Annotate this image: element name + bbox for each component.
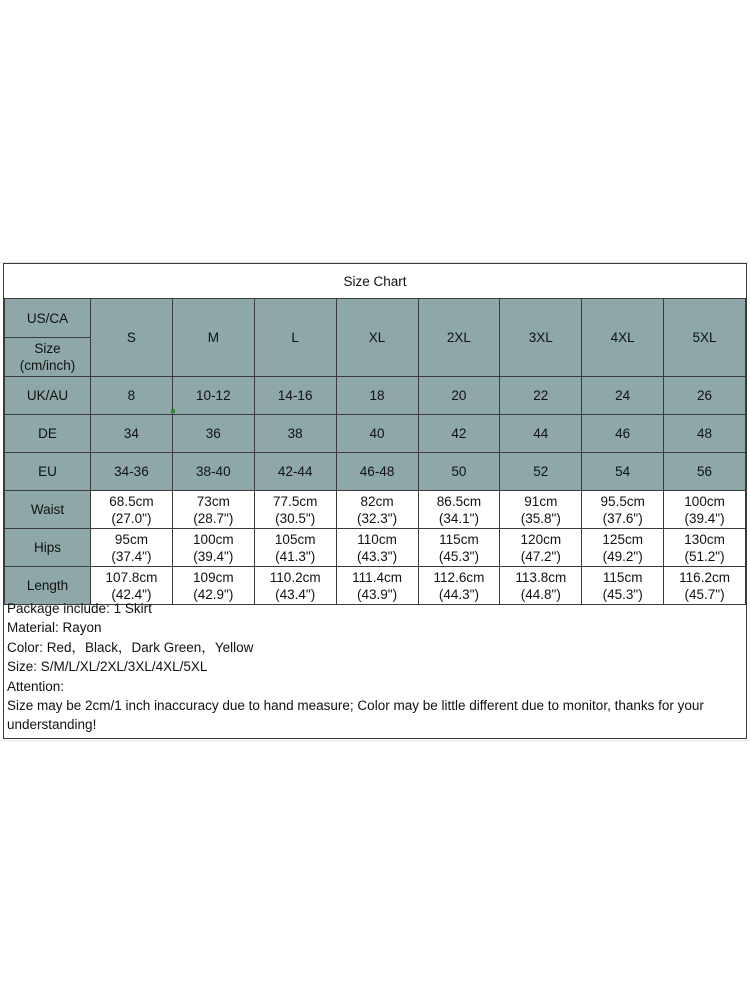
table-cell: 38 — [254, 415, 336, 453]
inch-value: (43.4") — [275, 586, 316, 602]
inch-value: (47.2") — [520, 548, 561, 564]
us-ca-label: US/CA — [5, 299, 91, 338]
table-cell: 42 — [418, 415, 500, 453]
inch-value: (37.4") — [111, 548, 152, 564]
table-cell — [254, 491, 336, 529]
conversion-row-de — [5, 415, 746, 453]
table-cell: 34 — [91, 415, 173, 453]
cm-value: 113.8cm — [515, 569, 567, 585]
row-label: Hips — [5, 529, 91, 567]
size-header-xl: XL — [336, 299, 418, 377]
note-line: Attention: — [7, 678, 65, 694]
row-label: EU — [5, 453, 91, 491]
table-cell: 10-12 — [172, 377, 254, 415]
inch-value: (39.4") — [684, 510, 725, 526]
inch-value: (45.3") — [438, 548, 479, 564]
cm-value: 82cm — [360, 493, 394, 509]
table-cell: 26 — [664, 377, 746, 415]
measurement-row-waist — [5, 491, 746, 529]
inch-value: (37.6") — [602, 510, 643, 526]
table-cell — [336, 491, 418, 529]
cm-value: 77.5cm — [273, 493, 318, 509]
table-cell: 24 — [582, 377, 664, 415]
table-cell — [91, 491, 173, 529]
table-cell — [172, 491, 254, 529]
conversion-row-uk-au — [5, 377, 746, 415]
table-cell — [664, 491, 746, 529]
cm-value: 112.6cm — [433, 569, 485, 585]
cm-value: 100cm — [684, 493, 725, 509]
cm-value: 111.4cm — [352, 569, 402, 585]
cm-value: 110cm — [357, 531, 397, 547]
table-cell: 46-48 — [336, 453, 418, 491]
header-row — [5, 299, 746, 338]
inch-value: (30.5") — [275, 510, 316, 526]
note-line: Package include: 1 Skirt — [7, 601, 152, 616]
cm-value: 107.8cm — [105, 569, 158, 585]
row-label: UK/AU — [5, 377, 91, 415]
inch-value: (42.4") — [111, 586, 152, 602]
table-cell — [500, 529, 582, 567]
inch-value: (51.2") — [684, 548, 725, 564]
table-cell — [418, 491, 500, 529]
cm-value: 95.5cm — [600, 493, 645, 509]
table-cell: 8 — [91, 377, 173, 415]
cm-value: 100cm — [193, 531, 234, 547]
row-label: DE — [5, 415, 91, 453]
cm-value: 109cm — [193, 569, 234, 585]
table-cell — [336, 529, 418, 567]
cm-value: 86.5cm — [436, 493, 482, 509]
cm-value: 115cm — [439, 531, 479, 547]
size-header-s: S — [91, 299, 173, 377]
size-chart-sheet — [3, 263, 747, 739]
table-cell: 20 — [418, 377, 500, 415]
table-cell — [91, 529, 173, 567]
table-cell — [582, 491, 664, 529]
cell-comment-marker — [171, 409, 175, 413]
inch-value: (49.2") — [602, 548, 643, 564]
inch-value: (45.3") — [602, 586, 643, 602]
size-header-2xl: 2XL — [418, 299, 500, 377]
inch-value: (34.1") — [438, 510, 479, 526]
cm-value: 91cm — [524, 493, 558, 509]
inch-value: (27.0") — [111, 510, 152, 526]
inch-value: (45.7") — [684, 586, 725, 602]
note-line: Size: S/M/L/XL/2XL/3XL/4XL/5XL — [7, 659, 208, 675]
inch-value: (44.8") — [520, 586, 561, 602]
table-cell: 46 — [582, 415, 664, 453]
size-header-l: L — [254, 299, 336, 377]
note-line: Material: Rayon — [7, 620, 102, 636]
table-cell — [418, 529, 500, 567]
inch-value: (35.8") — [520, 510, 561, 526]
table-cell: 34-36 — [91, 453, 173, 491]
table-cell: 40 — [336, 415, 418, 453]
size-unit-label: Size (cm/inch) — [5, 338, 91, 377]
measurement-row-hips — [5, 529, 746, 567]
size-header-3xl: 3XL — [500, 299, 582, 377]
table-cell: 56 — [664, 453, 746, 491]
cm-value: 120cm — [520, 531, 562, 547]
cm-value: 68.5cm — [109, 493, 154, 509]
table-cell — [500, 491, 582, 529]
conversion-row-eu — [5, 453, 746, 491]
cm-value: 73cm — [196, 493, 230, 509]
table-cell: 22 — [500, 377, 582, 415]
table-cell — [582, 529, 664, 567]
inch-value: (42.9") — [193, 586, 234, 602]
inch-value: (32.3") — [357, 510, 398, 526]
table-cell — [254, 529, 336, 567]
table-cell: 38-40 — [172, 453, 254, 491]
table-cell: 54 — [582, 453, 664, 491]
cm-value: 125cm — [602, 531, 643, 547]
table-cell: 52 — [500, 453, 582, 491]
table-cell — [664, 529, 746, 567]
cm-value: 105cm — [274, 531, 316, 547]
size-chart-title: Size Chart — [4, 264, 746, 299]
cm-value: 115cm — [602, 569, 643, 585]
note-line: Color: Red，Black，Dark Green，Yellow — [7, 639, 254, 655]
inch-value: (41.3") — [275, 548, 316, 564]
inch-value: (43.9") — [357, 586, 398, 602]
cm-value: 116.2cm — [679, 569, 730, 585]
cm-value: 130cm — [684, 531, 725, 547]
table-cell: 36 — [172, 415, 254, 453]
sheet-gridline — [0, 740, 750, 741]
row-label: Waist — [5, 491, 91, 529]
product-notes — [4, 599, 746, 735]
note-line: Size may be 2cm/1 inch inaccuracy due to hand measure; Color may be little different due to monitor, thanks for your understanding! — [7, 698, 704, 733]
table-cell: 44 — [500, 415, 582, 453]
table-cell: 42-44 — [254, 453, 336, 491]
inch-value: (43.3") — [357, 548, 398, 564]
inch-value: (28.7") — [193, 510, 234, 526]
cm-value: 95cm — [114, 531, 148, 547]
inch-value: (44.3") — [438, 586, 479, 602]
size-chart-table — [4, 298, 746, 605]
table-cell: 18 — [336, 377, 418, 415]
inch-value: (39.4") — [193, 548, 234, 564]
table-cell: 14-16 — [254, 377, 336, 415]
size-header-4xl: 4XL — [582, 299, 664, 377]
size-header-m: M — [172, 299, 254, 377]
table-cell: 48 — [664, 415, 746, 453]
size-header-5xl: 5XL — [664, 299, 746, 377]
table-cell — [172, 529, 254, 567]
cm-value: 110.2cm — [269, 569, 321, 585]
row-label: Length — [5, 567, 91, 605]
table-cell: 50 — [418, 453, 500, 491]
